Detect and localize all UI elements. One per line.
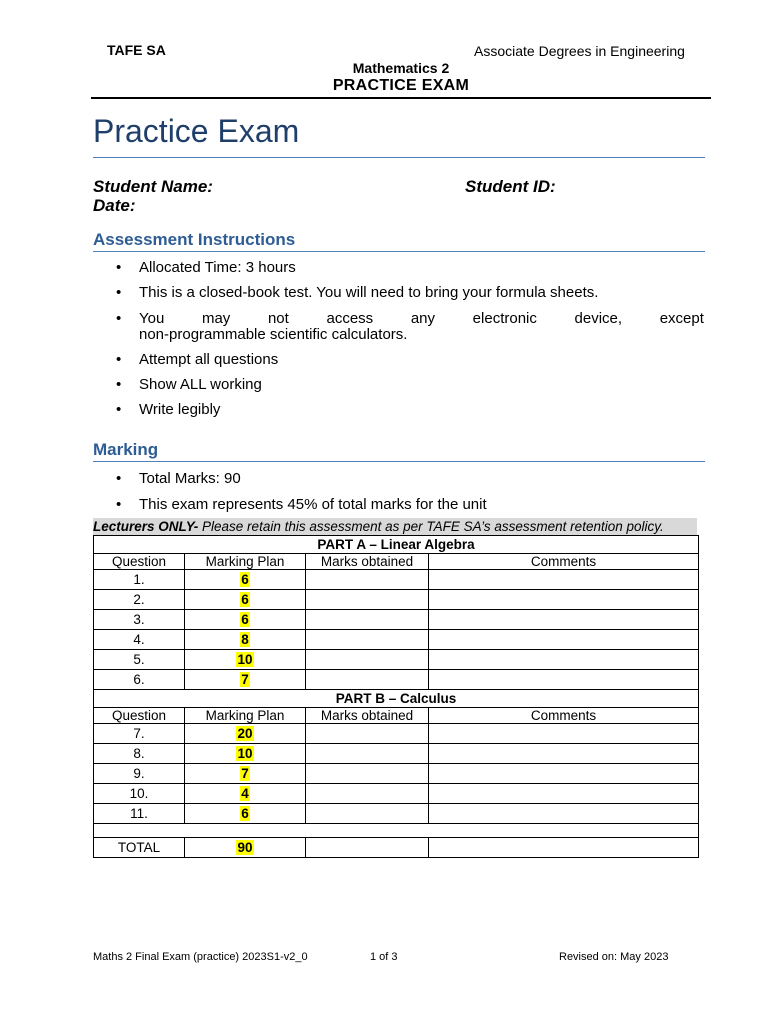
total-plan-cell	[185, 838, 306, 858]
student-id-label: Student ID:	[465, 177, 556, 196]
comments-cell[interactable]	[429, 610, 699, 630]
total-label: TOTAL	[94, 838, 185, 858]
marking-plan-cell	[185, 670, 306, 690]
marking-plan-cell	[185, 744, 306, 764]
spacer-cell	[94, 824, 699, 838]
bullet-icon: •	[116, 259, 122, 276]
word: may	[201, 310, 231, 327]
bullet-icon: •	[116, 351, 122, 368]
table-row	[94, 610, 699, 630]
instruction-item: Allocated Time: 3 hours	[139, 259, 296, 276]
instruction-item: Write legibly	[139, 401, 221, 418]
bullet-icon: •	[116, 401, 122, 418]
word: access	[326, 310, 374, 327]
table-row	[94, 670, 699, 690]
lecturer-note-text: Please retain this assessment as per TAFE SA’s assessment retention policy.	[198, 519, 664, 534]
bullet-icon: •	[116, 376, 122, 393]
marking-plan-value: 10	[237, 652, 253, 667]
header-course: Mathematics 2	[352, 60, 450, 76]
bullet-icon: •	[116, 310, 122, 327]
question-number: 1.	[94, 570, 185, 590]
total-comments-cell[interactable]	[429, 838, 699, 858]
question-number: 11.	[94, 804, 185, 824]
marking-item: This exam represents 45% of total marks for the unit	[139, 496, 487, 513]
table-row	[94, 784, 699, 804]
marking-plan-cell	[185, 650, 306, 670]
comments-cell[interactable]	[429, 670, 699, 690]
bullet-icon: •	[116, 470, 122, 487]
marking-plan-value: 6	[241, 572, 249, 587]
bullet-icon: •	[116, 496, 122, 513]
student-name-label: Student Name:	[93, 177, 213, 196]
comments-cell[interactable]	[429, 570, 699, 590]
marking-divider	[93, 461, 705, 462]
marks-obtained-cell[interactable]	[306, 744, 429, 764]
instructions-divider	[93, 251, 705, 252]
marks-obtained-cell[interactable]	[306, 650, 429, 670]
total-row	[94, 838, 699, 858]
marking-plan-cell	[185, 590, 306, 610]
instructions-heading: Assessment Instructions	[93, 230, 296, 249]
comments-cell[interactable]	[429, 744, 699, 764]
marks-obtained-cell[interactable]	[306, 590, 429, 610]
marks-obtained-cell[interactable]	[306, 570, 429, 590]
marking-plan-value: 8	[241, 632, 249, 647]
comments-cell[interactable]	[429, 804, 699, 824]
column-header-question: Question	[94, 554, 185, 570]
footer-page-number: 1 of 3	[370, 951, 398, 963]
column-header-comments: Comments	[429, 554, 699, 570]
marking-plan-value: 20	[237, 726, 253, 741]
column-header-marks-obtained: Marks obtained	[306, 554, 429, 570]
column-header-comments: Comments	[429, 708, 699, 724]
question-number: 8.	[94, 744, 185, 764]
marks-obtained-cell[interactable]	[306, 804, 429, 824]
question-number: 3.	[94, 610, 185, 630]
marking-item: Total Marks: 90	[139, 470, 241, 487]
table-row	[94, 570, 699, 590]
comments-cell[interactable]	[429, 784, 699, 804]
header-program: Associate Degrees in Engineering	[474, 43, 685, 59]
marks-obtained-cell[interactable]	[306, 784, 429, 804]
word: device,	[574, 310, 623, 327]
footer-doc-name: Maths 2 Final Exam (practice) 2023S1-v2_0	[93, 951, 308, 963]
marking-plan-cell	[185, 610, 306, 630]
title-divider	[93, 157, 705, 158]
table-row	[94, 590, 699, 610]
comments-cell[interactable]	[429, 724, 699, 744]
comments-cell[interactable]	[429, 764, 699, 784]
marking-plan-cell	[185, 630, 306, 650]
marking-plan-cell	[185, 724, 306, 744]
marking-plan-value: 6	[241, 806, 249, 821]
question-number: 10.	[94, 784, 185, 804]
question-number: 2.	[94, 590, 185, 610]
comments-cell[interactable]	[429, 630, 699, 650]
marking-plan-value: 7	[241, 766, 249, 781]
word: You	[139, 310, 165, 327]
total-marks-obtained-cell[interactable]	[306, 838, 429, 858]
comments-cell[interactable]	[429, 650, 699, 670]
marking-plan-value: 6	[241, 592, 249, 607]
table-row	[94, 764, 699, 784]
marking-plan-value: 7	[241, 672, 249, 687]
table-row	[94, 630, 699, 650]
column-header-marking-plan: Marking Plan	[185, 708, 306, 724]
marking-plan-cell	[185, 570, 306, 590]
table-row	[94, 724, 699, 744]
bullet-icon: •	[116, 284, 122, 301]
question-number: 6.	[94, 670, 185, 690]
marks-obtained-cell[interactable]	[306, 630, 429, 650]
marks-obtained-cell[interactable]	[306, 724, 429, 744]
word: not	[267, 310, 289, 327]
marks-obtained-cell[interactable]	[306, 610, 429, 630]
lecturer-note-label: Lecturers ONLY-	[93, 519, 199, 534]
marks-obtained-cell[interactable]	[306, 764, 429, 784]
column-header-question: Question	[94, 708, 185, 724]
instruction-item: Attempt all questions	[139, 351, 279, 368]
footer-revised-date: Revised on: May 2023	[559, 951, 669, 963]
word: any	[410, 310, 436, 327]
instruction-item-justified	[139, 310, 704, 327]
comments-cell[interactable]	[429, 590, 699, 610]
part-b-title: PART B – Calculus	[94, 690, 699, 708]
table-row	[94, 650, 699, 670]
word: except	[659, 310, 704, 327]
question-number: 7.	[94, 724, 185, 744]
marking-plan-cell	[185, 784, 306, 804]
question-number: 9.	[94, 764, 185, 784]
question-number: 5.	[94, 650, 185, 670]
column-header-marking-plan: Marking Plan	[185, 554, 306, 570]
header-divider	[91, 97, 711, 99]
marks-obtained-cell[interactable]	[306, 670, 429, 690]
table-row	[94, 744, 699, 764]
table-row	[94, 804, 699, 824]
lecturer-note	[93, 518, 697, 535]
instruction-item-continuation: non-programmable scientific calculators.	[139, 326, 408, 343]
part-a-title: PART A – Linear Algebra	[94, 536, 699, 554]
column-header-marks-obtained: Marks obtained	[306, 708, 429, 724]
spacer-row	[94, 824, 699, 838]
instruction-item: Show ALL working	[139, 376, 262, 393]
marking-plan-value: 4	[241, 786, 249, 801]
marking-plan-cell	[185, 804, 306, 824]
instruction-item: This is a closed-book test. You will need to bring your formula sheets.	[139, 284, 599, 301]
header-exam-type: PRACTICE EXAM	[332, 77, 470, 94]
marking-plan-value: 10	[237, 746, 253, 761]
total-plan-value: 90	[237, 840, 253, 855]
marks-table	[93, 535, 699, 858]
marking-plan-value: 6	[241, 612, 249, 627]
question-number: 4.	[94, 630, 185, 650]
date-label: Date:	[93, 196, 136, 215]
word: electronic	[472, 310, 537, 327]
page-title: Practice Exam	[93, 113, 300, 149]
marking-plan-cell	[185, 764, 306, 784]
marking-heading: Marking	[93, 440, 159, 459]
header-org: TAFE SA	[107, 42, 166, 58]
